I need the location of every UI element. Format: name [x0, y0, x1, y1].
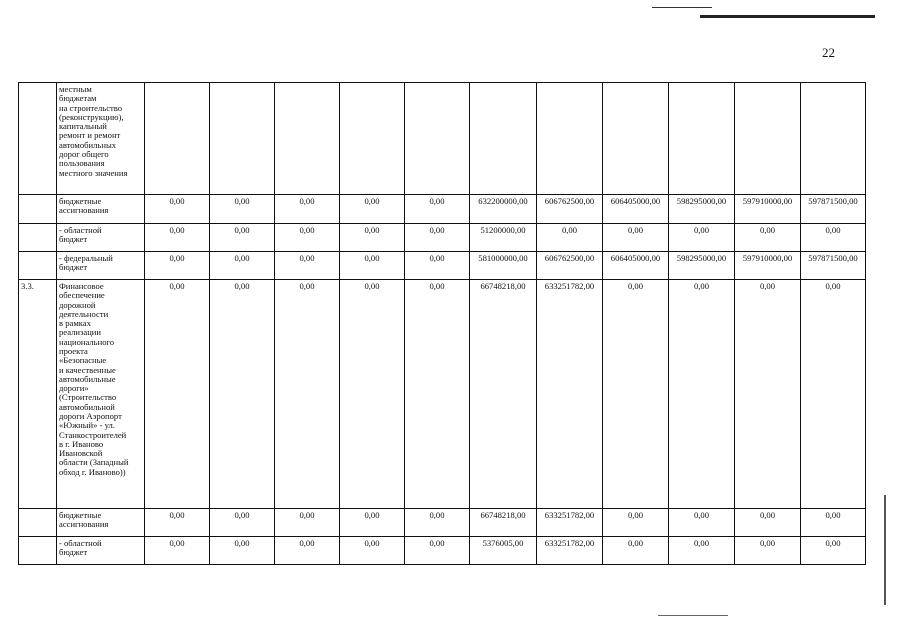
- row-description-text: местным бюджетам на строительство (реконструкцию), капитальный ремонт и ремонт автомобильных дорог общего пользования местного значения: [59, 84, 128, 178]
- value-cell: 0,00: [669, 509, 735, 537]
- value-cell: 0,00: [210, 195, 275, 224]
- value-cell: 5376005,00: [470, 537, 537, 565]
- value-cell: [801, 83, 866, 195]
- value-cell: 0,00: [275, 537, 340, 565]
- value-cell: 0,00: [801, 509, 866, 537]
- value-cell: 0,00: [275, 252, 340, 280]
- row-description-cell: [57, 195, 145, 224]
- value-cell: [669, 83, 735, 195]
- scan-artifact-top-thick: [700, 15, 875, 18]
- row-description-cell: [57, 83, 145, 195]
- value-cell: 598295000,00: [669, 195, 735, 224]
- value-cell: 0,00: [405, 224, 470, 252]
- value-cell: [340, 83, 405, 195]
- value-cell: 597871500,00: [801, 195, 866, 224]
- scan-artifact-bottom-line: [658, 615, 728, 616]
- value-cell: 606762500,00: [537, 195, 603, 224]
- value-cell: 0,00: [340, 537, 405, 565]
- value-cell: 0,00: [210, 537, 275, 565]
- value-cell: 0,00: [275, 509, 340, 537]
- value-cell: 0,00: [145, 224, 210, 252]
- table-row: [19, 252, 866, 280]
- value-cell: [537, 83, 603, 195]
- value-cell: 0,00: [669, 537, 735, 565]
- value-cell: 0,00: [669, 280, 735, 509]
- value-cell: 633251782,00: [537, 280, 603, 509]
- value-cell: 0,00: [340, 195, 405, 224]
- row-description-cell: [57, 537, 145, 565]
- value-cell: 0,00: [735, 224, 801, 252]
- value-cell: 633251782,00: [537, 537, 603, 565]
- value-cell: 0,00: [340, 280, 405, 509]
- value-cell: [470, 83, 537, 195]
- value-cell: 606762500,00: [537, 252, 603, 280]
- value-cell: 0,00: [210, 509, 275, 537]
- value-cell: 597871500,00: [801, 252, 866, 280]
- page-number: 22: [822, 45, 835, 60]
- row-description-text: Финансовое обеспечение дорожной деятельности в рамках реализации национального проекта «Безопасные и качественные автомобильные дороги» (Строительство автомобильной дороги Аэропорт «Южный» - ул. Станкостроителей в г. Иваново Ивановской области (Западный обход г. Иваново)): [59, 281, 129, 477]
- value-cell: 51200000,00: [470, 224, 537, 252]
- scan-artifact-top-thin: [652, 7, 712, 8]
- row-index-cell: [19, 252, 57, 280]
- budget-table-body: [19, 83, 866, 565]
- value-cell: 0,00: [145, 252, 210, 280]
- value-cell: 0,00: [801, 224, 866, 252]
- value-cell: 0,00: [210, 252, 275, 280]
- value-cell: 581000000,00: [470, 252, 537, 280]
- table-row: [19, 537, 866, 565]
- table-row: [19, 195, 866, 224]
- value-cell: 0,00: [275, 195, 340, 224]
- row-description-text: бюджетные ассигнования: [59, 510, 109, 530]
- value-cell: 0,00: [210, 224, 275, 252]
- value-cell: [603, 83, 669, 195]
- value-cell: [735, 83, 801, 195]
- value-cell: 0,00: [735, 509, 801, 537]
- value-cell: 598295000,00: [669, 252, 735, 280]
- value-cell: [210, 83, 275, 195]
- table-row: [19, 224, 866, 252]
- value-cell: 0,00: [537, 224, 603, 252]
- row-index-cell: [19, 509, 57, 537]
- value-cell: 0,00: [145, 280, 210, 509]
- value-cell: [405, 83, 470, 195]
- value-cell: 0,00: [275, 280, 340, 509]
- value-cell: [145, 83, 210, 195]
- scan-artifact-right-edge: [884, 495, 886, 605]
- value-cell: 0,00: [145, 195, 210, 224]
- value-cell: 0,00: [405, 537, 470, 565]
- value-cell: 66748218,00: [470, 280, 537, 509]
- value-cell: 0,00: [405, 280, 470, 509]
- value-cell: 0,00: [340, 224, 405, 252]
- value-cell: 66748218,00: [470, 509, 537, 537]
- value-cell: 0,00: [145, 537, 210, 565]
- value-cell: 632200000,00: [470, 195, 537, 224]
- value-cell: 0,00: [145, 509, 210, 537]
- row-description-text: - федеральный бюджет: [59, 253, 113, 273]
- value-cell: 633251782,00: [537, 509, 603, 537]
- value-cell: 0,00: [603, 280, 669, 509]
- value-cell: 0,00: [735, 280, 801, 509]
- value-cell: 0,00: [603, 537, 669, 565]
- row-description-cell: [57, 252, 145, 280]
- value-cell: 0,00: [405, 252, 470, 280]
- row-index-cell: [19, 83, 57, 195]
- value-cell: 0,00: [405, 509, 470, 537]
- table-row: [19, 280, 866, 509]
- row-description-cell: [57, 224, 145, 252]
- value-cell: 0,00: [735, 537, 801, 565]
- value-cell: 0,00: [603, 224, 669, 252]
- table-row: [19, 83, 866, 195]
- row-index-cell: [19, 537, 57, 565]
- value-cell: 0,00: [801, 280, 866, 509]
- value-cell: [275, 83, 340, 195]
- row-description-text: - областной бюджет: [59, 538, 102, 558]
- value-cell: 597910000,00: [735, 195, 801, 224]
- budget-table: [18, 82, 866, 565]
- value-cell: 606405000,00: [603, 195, 669, 224]
- row-description-cell: [57, 280, 145, 509]
- table-row: [19, 509, 866, 537]
- value-cell: 0,00: [340, 252, 405, 280]
- row-index-cell: 3.3.: [19, 280, 57, 509]
- value-cell: 0,00: [405, 195, 470, 224]
- value-cell: 606405000,00: [603, 252, 669, 280]
- row-description-text: - областной бюджет: [59, 225, 102, 245]
- value-cell: 0,00: [669, 224, 735, 252]
- value-cell: 597910000,00: [735, 252, 801, 280]
- row-description-text: бюджетные ассигнования: [59, 196, 109, 216]
- value-cell: 0,00: [210, 280, 275, 509]
- value-cell: 0,00: [275, 224, 340, 252]
- row-description-cell: [57, 509, 145, 537]
- value-cell: 0,00: [603, 509, 669, 537]
- value-cell: 0,00: [340, 509, 405, 537]
- row-index-cell: [19, 195, 57, 224]
- row-index-cell: [19, 224, 57, 252]
- value-cell: 0,00: [801, 537, 866, 565]
